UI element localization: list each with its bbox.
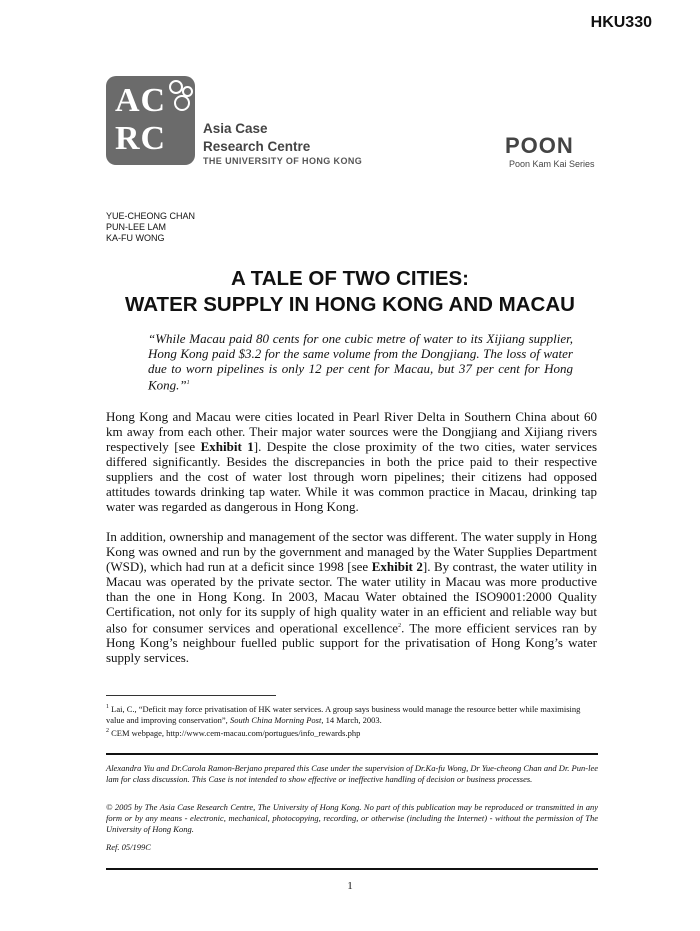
acrc-name	[203, 120, 310, 156]
case-title	[0, 266, 700, 318]
footer-rule-bottom	[106, 868, 598, 870]
acrc-logo-letters-bottom: RC	[115, 120, 167, 157]
poon-logo: POON	[505, 133, 574, 158]
logo-bubble-icon	[169, 80, 183, 94]
footnote-2	[106, 726, 600, 739]
quote-text: “While Macau paid 80 cents for one cubic metre of water to its Xijiang supplier, Hong Kong paid $3.2 for the same volume from the Dongjiang. The loss of water due to worn pipelines is only 12 per cent for Macau, but 37 per cent for Hong Kong.”	[148, 331, 573, 393]
case-credit: Alexandra Yiu and Dr.Carola Ramon-Berjano prepared this Case under the supervision of Dr.Ka-fu Wong, Dr Yue-cheong Chan and Dr. Pun-lee lam for class discussion. This Case is not intended to show effective or ineffective handling of decision or business processes.	[106, 763, 598, 784]
footnote-1	[106, 702, 600, 726]
page-number: 1	[347, 880, 353, 892]
p2-text-c: . The more efficient services ran by Hong Kong’s neighbour fuelled public support for the privatisation of Hong Kong’s water supply services.	[106, 620, 597, 666]
body-paragraph-2	[106, 529, 597, 665]
acrc-logo	[106, 76, 195, 165]
footnote-number: 1	[106, 704, 109, 710]
copyright-notice: © 2005 by The Asia Case Research Centre, The University of Hong Kong. No part of this publication may be reproduced or transmitted in any form or by any means - electronic, mechanical, photocopying, recording, or otherwise (including the Internet) - without the permission of The University of Hong Kong.	[106, 802, 598, 834]
title-line1: A TALE OF TWO CITIES:	[230, 267, 469, 290]
footnote-2-text: CEM webpage, http://www.cem-macau.com/portugues/info_rewards.php	[109, 727, 361, 738]
footer-rule-top	[106, 753, 598, 755]
acrc-name-line2: Research Centre	[203, 139, 311, 154]
p2-text-a: In addition, ownership and management of the sector was different. The water supply in Hong Kong was owned and run by the government and managed by the Water Supplies Department (WSD), which had run at a deficit since 1998 [see	[106, 529, 597, 574]
author-list	[106, 211, 195, 244]
exhibit-2-link[interactable]: Exhibit 2	[371, 559, 423, 574]
acrc-name-line1: Asia Case	[203, 121, 268, 136]
logo-bubble-icon	[174, 95, 190, 111]
title-line2: WATER SUPPLY IN HONG KONG AND MACAU	[125, 293, 575, 316]
quote-footnote-ref[interactable]: 1	[186, 380, 190, 386]
author-name: KA-FU WONG	[106, 233, 165, 243]
footnote-1-text-b: , 14 March, 2003.	[321, 714, 382, 725]
acrc-university: THE UNIVERSITY OF HONG KONG	[203, 156, 363, 166]
series-name: Poon Kam Kai Series	[509, 159, 595, 169]
acrc-logo-letters-top: AC	[115, 82, 167, 119]
body-paragraph-1	[106, 409, 597, 514]
footnote-1-text-a: Lai, C., “Deficit may force privatisation of HK water services. A group says business would manage the resource better while maximising value and improving conservation”,	[106, 703, 581, 725]
exhibit-1-link[interactable]: Exhibit 1	[200, 439, 254, 454]
footnote-divider	[106, 695, 276, 696]
footnote-1-source: South China Morning Post	[229, 714, 322, 725]
opening-quote	[148, 331, 573, 392]
case-code: HKU330	[590, 14, 652, 31]
reference-number: Ref. 05/199C	[106, 842, 151, 852]
footnotes	[106, 702, 600, 739]
footnote-number: 2	[106, 727, 109, 734]
p1-text-b: ]. Despite the close proximity of the two cities, water services differed significantly. Besides the discrepancies in both the price paid to their respective suppliers and the cost of water lost through worn pipelines; their citizens had opposed attitudes towards drinking tap water. While it was common practice in Macau, drinking tap water was regarded as dangerous in Hong Kong.	[106, 439, 598, 514]
author-name: PUN-LEE LAM	[106, 222, 167, 232]
p1-text-a: Hong Kong and Macau were cities located in Pearl River Delta in Southern China about 60 km away from each other. Their major water sources were the Dongjiang and Xijiang rivers respectively [see	[106, 409, 597, 454]
p2-text-b: ]. By contrast, the water utility in Macau was operated by the private sector. The water utility in Macau was more productive than the one in Hong Kong. In 2003, Macau Water obtained the ISO9001:2000 Quality Certification, not only for its supply of high quality water in an efficient and reliable way but also for consumer services and operational excellence	[106, 559, 597, 636]
p2-footnote-ref[interactable]: 2	[398, 623, 402, 629]
author-name: YUE-CHEONG CHAN	[106, 211, 196, 221]
